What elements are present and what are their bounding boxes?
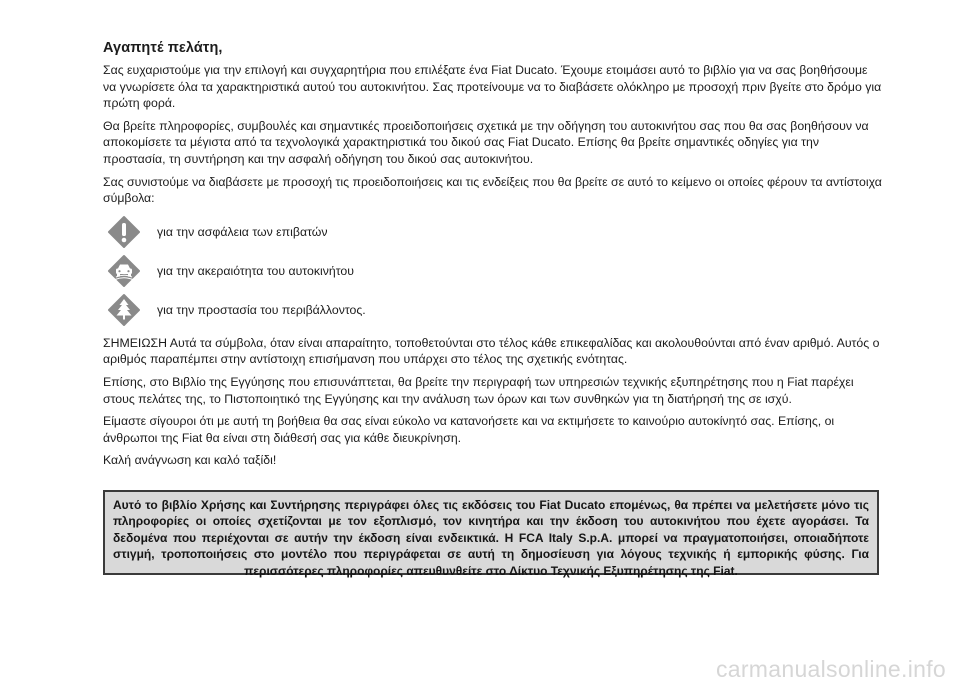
notice-box: Αυτό το βιβλίο Χρήσης και Συντήρησης περιγράφει όλες τις εκδόσεις του Fiat Ducato επομένως, θα πρέπει να μελετήσετε μόνο τις πληροφορίες οι οποίες σχετίζονται με τον εξοπλισμό, τον κινητήρα και την έκδοση του αυτοκινήτου που έχετε αγοράσει. Τα δεδομένα που περιέχονται σε αυτήν την έκδοση είναι ενδεικτικά. Η FCA Italy S.p.A. μπορεί να πραγματοποιήσει, οποιαδήποτε στιγμή, τροποποιήσεις στο μοντέλο που περιγράφεται σε αυτή τη δημοσίευση για λόγους τεχνικής ή εμπορικής φύσης. Για περισσότερες πληροφορίες απευθυνθείτε στο Δίκτυο Τεχνικής Εξυπηρέτησης της Fiat. (103, 490, 879, 575)
symbols-intro-paragraph: Σας συνιστούμε να διαβάσετε με προσοχή τις προειδοποιήσεις και τις ενδείξεις που θα βρείτε σε αυτό το κείμενο οι οποίες φέρουν τα αντίστοιχα σύμβολα: (103, 174, 882, 206)
symbol-row-vehicle-integrity (107, 252, 883, 290)
symbol-row-environment (107, 291, 883, 329)
car-warning-icon (107, 254, 141, 288)
note-paragraph: ΣΗΜΕΙΩΣΗ Αυτά τα σύμβολα, όταν είναι απαραίτητο, τοποθετούνται στο τέλος κάθε επικεφαλίδας και ακολουθούνται από έναν αριθμό. Αυτός ο αριθμός παραπέμπει στην αντίστοιχη επισήμανση που υπάρχει στο τέλος της σχετικής ενότητας. (103, 335, 880, 367)
symbol-label: για την ασφάλεια των επιβατών (157, 224, 328, 239)
symbol-row-passenger-safety (107, 213, 883, 251)
watermark: carmanualsonline.info (715, 656, 946, 682)
symbol-label: για την προστασία του περιβάλλοντος. (157, 302, 366, 317)
warranty-paragraph: Επίσης, στο Βιβλίο της Εγγύησης που επισυνάπτεται, θα βρείτε την περιγραφή των υπηρεσιών τεχνικής εξυπηρέτησης που η Fiat παρέχει στους πελάτες της, το Πιστοποιητικό της Εγγύησης και την ανάλυση των όρων και των συνθηκών για τη διατήρησή της σε ισχύ. (103, 374, 854, 406)
tree-warning-icon (107, 293, 141, 327)
warning-exclamation-icon (107, 215, 141, 249)
assurance-paragraph: Είμαστε σίγουροι ότι με αυτή τη βοήθεια θα σας είναι εύκολο να κατανοήσετε και να εκτιμήσετε το καινούριο αυτοκίνητό σας. Επίσης, οι άνθρωποι της Fiat θα είναι στη διάθεσή σας για κάθε διευκρίνηση. (103, 414, 835, 445)
symbols-list (103, 213, 883, 329)
page-title: Αγαπητέ πελάτη, (103, 40, 223, 56)
intro-paragraph: Σας ευχαριστούμε για την επιλογή και συγχαρητήρια που επιλέξατε ένα Fiat Ducato. Έχουμε ετοιμάσει αυτό το βιβλίο για να σας βοηθήσουμε να γνωρίσετε όλα τα χαρακτηριστικά αυτού του αυτοκινήτου. Σας προτείνουμε να το διαβάσετε ολόκληρο με προσοχή πριν βγείτε στο δρόμο για πρώτη φορά. (103, 63, 882, 111)
info-paragraph: Θα βρείτε πληροφορίες, συμβουλές και σημαντικές προειδοποιήσεις σχετικά με την οδήγηση του αυτοκινήτου σας που θα σας βοηθήσουν να αποκομίσετε τα μέγιστα από τα τεχνολογικά χαρακτηριστικά του δικού σας Fiat Ducato. Επίσης θα βρείτε σημαντικές οδηγίες για την προστασία, τη συντήρηση και την ασφαλή οδήγηση του δικού σας αυτοκινήτου. (103, 118, 869, 166)
closing-paragraph: Καλή ανάγνωση και καλό ταξίδι! (103, 453, 277, 468)
page-content (103, 40, 883, 475)
symbol-label: για την ακεραιότητα του αυτοκινήτου (157, 263, 354, 278)
